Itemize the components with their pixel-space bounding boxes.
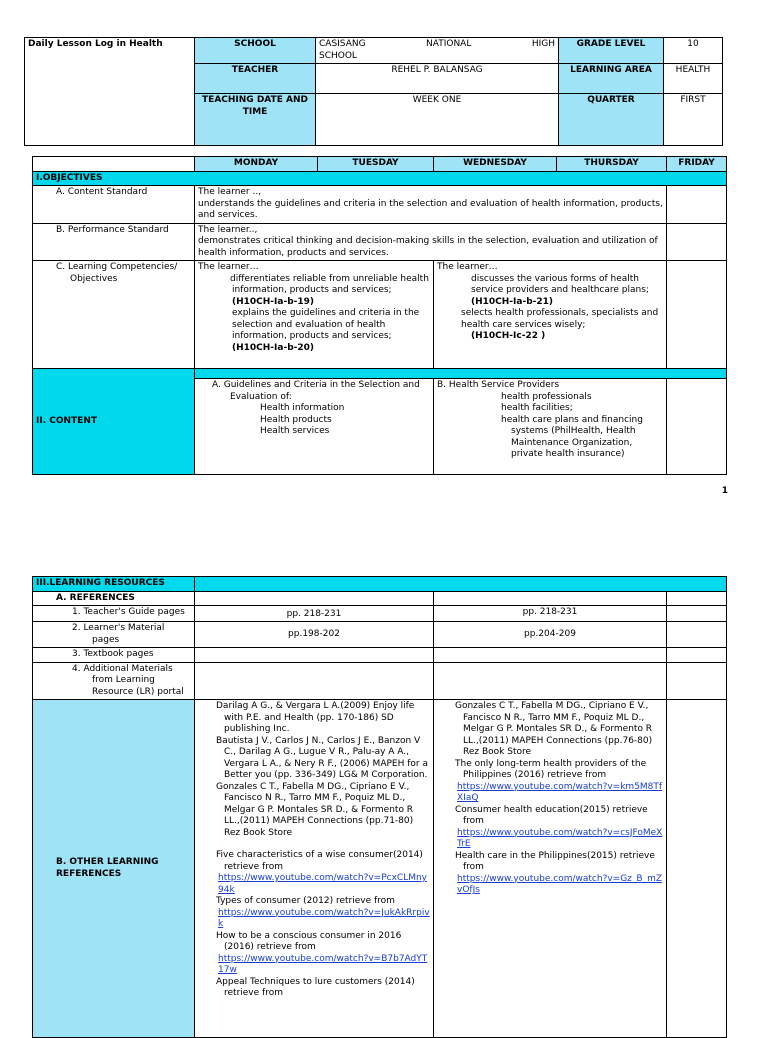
textbook-label: 3. Textbook pages [33,648,195,663]
resources-heading: III.LEARNING RESOURCES [33,577,195,592]
content-standard-label: A. Content Standard [33,186,195,224]
additional-materials-label: 4. Additional Materials from Learning Resource (LR) portal [33,662,195,700]
competencies-left: The learner… differentiates reliable from unreliable health information, products and services; (H10CH-Ia-b-19) explains the guidelines and criteria in the selection and evaluation of health information, products and services; (H10CH-Ia-b-20) [195,261,434,369]
header-table [24,37,723,146]
date-value: WEEK ONE [316,94,559,146]
grade-label: GRADE LEVEL [559,38,664,64]
competencies-right: The learner… discusses the various forms of health service providers and healthcare plans; (H10CH-Ia-b-21) selects health professionals, specialists and health care services wisely; (H10CH-Ic-22 ) [434,261,667,369]
day-thursday: THURSDAY [557,157,667,172]
objectives-heading: I.OBJECTIVES [33,171,727,186]
ref-link-types-consumer[interactable]: https://www.youtube.com/watch?v=JukAkRrpivk [218,907,430,929]
content-left: A. Guidelines and Criteria in the Selection and Evaluation of: Health information Health products Health services [195,379,434,475]
teachers-guide-label: 1. Teacher's Guide pages [33,606,195,622]
references-label: A. REFERENCES [33,591,195,606]
performance-standard-value: The learner.., demonstrates critical thinking and decision-making skills in the selection, evaluation and utilization of health information, products and services. [195,223,667,261]
grade-value: 10 [664,38,723,64]
day-tuesday: TUESDAY [318,157,434,172]
competencies-label: C. Learning Competencies/ Objectives [33,261,195,369]
performance-standard-label: B. Performance Standard [33,223,195,261]
ref-link-conscious-consumer[interactable]: https://www.youtube.com/watch?v=B7b7AdYT17w [218,953,428,975]
resources-table [32,576,727,1038]
content-heading: II. CONTENT [33,369,195,475]
school-label: SCHOOL [195,38,316,64]
learners-material-label: 2. Learner's Material pages [33,622,195,648]
teachers-guide-left: pp. 218-231 [195,606,434,622]
objectives-table [32,156,727,475]
teacher-label: TEACHER [195,64,316,94]
corner-cell [33,157,195,172]
quarter-label: QUARTER [559,94,664,146]
log-title: Daily Lesson Log in Health [25,38,195,146]
day-monday: MONDAY [195,157,318,172]
ref-link-health-care-ph[interactable]: https://www.youtube.com/watch?v=Gz_B_mZvOfJs [457,873,663,895]
content-standard-value: The learner .., understands the guidelines and criteria in the selection and evaluation of health information, products, and services. [195,186,667,224]
date-label: TEACHING DATE AND TIME [195,94,316,146]
page-number: 1 [721,486,728,496]
content-right: B. Health Service Providers health professionals health facilities; health care plans and financing systems (PhilHealth, Health Maintenance Organization, private health insurance) [434,379,667,475]
area-value: HEALTH [664,64,723,94]
learners-material-left: pp.198-202 [195,622,434,648]
school-value: CASISANG NATIONAL HIGH SCHOOL [316,38,559,64]
day-wednesday: WEDNESDAY [434,157,557,172]
ref-link-health-providers[interactable]: https://www.youtube.com/watch?v=km5M8TfXIaQ [457,781,663,803]
ref-link-health-education[interactable]: https://www.youtube.com/watch?v=csJFoMeXTrE [457,827,663,849]
other-references-left: Darilag A G., & Vergara L A.(2009) Enjoy life with P.E. and Health (pp. 170-186) SD publishing Inc. Bautista J V., Carlos J N., Carlos J E., Banzon V C., Darilag A G., Lugue V R., Palu-ay A A., Vergara L A., & Nery R F., (2006) MAPEH for a Better you (pp. 336-349) LG& M Corporation. Gonzales C T., Fabella M DG., Cipriano E V., Fancisco N R., Tarro MM F., Poquiz ML D., Melgar G P. Montales SR D., & Formento R LL.,(2011) MAPEH Connections (pp.71-80) Rez Book Store Five characteristics of a wise consumer(2014) retrieve from https://www.youtube.com/watch?v=PcxCLMny94k Types of consumer (2012) retrieve from https://www.youtube.com/watch?v=JukAkRrpivk How to be a conscious consumer in 2016 (2016) retrieve from https://www.youtube.com/watch?v=B7b7AdYT17w Appeal Techniques to lure customers (2014) retrieve from [195,700,434,1038]
teachers-guide-right: pp. 218-231 [434,606,667,622]
day-friday: FRIDAY [667,157,727,172]
ref-link-wise-consumer[interactable]: https://www.youtube.com/watch?v=PcxCLMny94k [218,873,428,895]
other-references-label: B. OTHER LEARNING REFERENCES [33,700,195,1038]
teacher-value: REHEL P. BALANSAG [316,64,559,94]
other-references-right: Gonzales C T., Fabella M DG., Cipriano E V., Fancisco N R., Tarro MM F., Poquiz ML D., Melgar G P. Montales SR D., & Formento R LL.,(2011) MAPEH Connections (pp.76-80) Rez Book Store The only long-term health providers of the Philippines (2016) retrieve from https://www.youtube.com/watch?v=km5M8TfXIaQ Consumer health education(2015) retrieve from https://www.youtube.com/watch?v=csJFoMeXTrE Health care in the Philippines(2015) retrieve from https://www.youtube.com/watch?v=Gz_B_mZvOfJs [434,700,667,1038]
quarter-value: FIRST [664,94,723,146]
learners-material-right: pp.204-209 [434,622,667,648]
area-label: LEARNING AREA [559,64,664,94]
